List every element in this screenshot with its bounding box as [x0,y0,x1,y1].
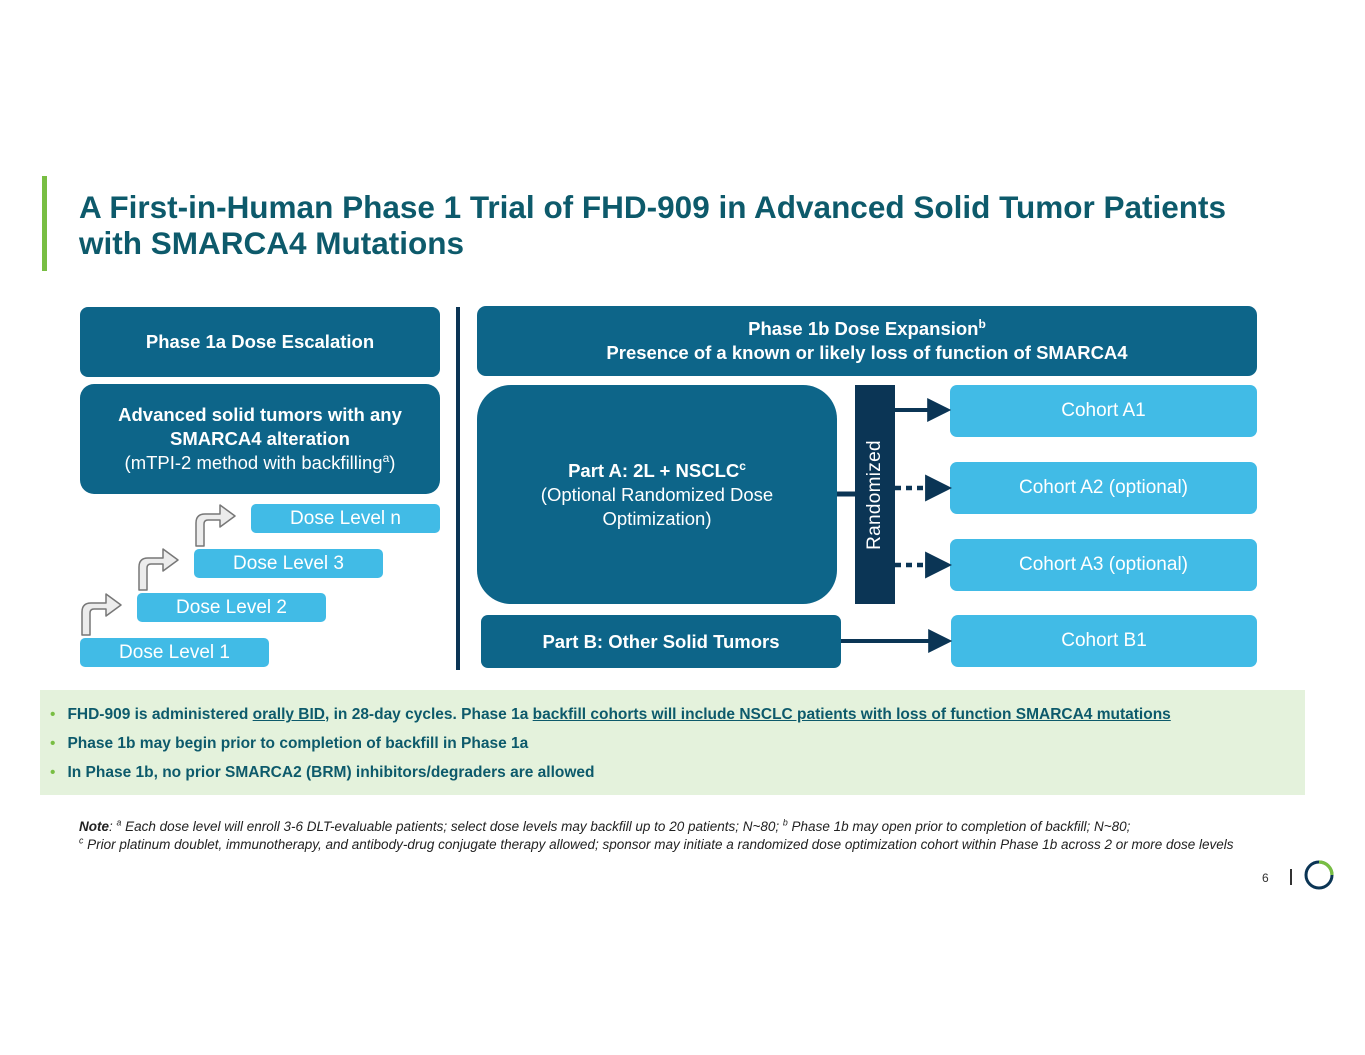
bullet-1-text-b: , in 28-day cycles. Phase 1a [325,706,533,723]
logo-ring-icon [1306,862,1332,888]
footnote-a-marker: a [382,450,390,465]
note-label: Note [79,819,109,834]
bullet-dot: • [50,764,56,781]
part-a-title-text: Part A: 2L + NSCLC [568,459,740,481]
bullet-dot: • [50,706,56,723]
bullet-3 [50,764,595,782]
bullet-1-underline-2: backfill cohorts will include NSCLC patients with loss of function SMARCA4 mutations [532,706,1171,723]
note-text-a: Each dose level will enroll 3-6 DLT-evaluable patients; select dose levels may backfill up to 20 patients; N~80; [121,819,783,834]
footnote: Note: $^a$ Each dose level will enroll 3-6 DLT-evaluable patients; select dose levels may backfill up to 20 patients; N~80; $^b$ Phase 1b may open prior to completion of backfill; N~80; $^c$ Prior platinum doublet, immunotherapy, and antibody-drug conjugate therapy allowed; sponsor may initiate a randomized dose optimization cohort within Phase 1b across 2 or more dose levels [79,817,1234,852]
bullet-dot: • [50,735,56,752]
cohort-b1-label: Cohort B1 [1061,630,1147,651]
population-line2: SMARCA4 alteration [170,428,350,449]
bullet-2-text: Phase 1b may begin prior to completion of backfill in Phase 1a [67,735,529,752]
note-sup-c: c [79,835,84,846]
population-close: ) [389,452,396,473]
part-a-sub2: Optimization) [602,507,712,529]
step-arrow-icon [139,549,178,590]
cohort-a1-label: Cohort A1 [1061,400,1146,421]
bullet-1-underline-1: orally BID [252,706,325,723]
slide-title: A First-in-Human Phase 1 Trial of FHD-909 in Advanced Solid Tumor Patients with SMARCA4 Mutations [79,189,1227,261]
bullet-2 [50,735,528,753]
bullet-1-text-a: FHD-909 is administered [67,706,253,723]
randomized-label: Randomized [864,439,886,550]
cohort-a3-label: Cohort A3 (optional) [1019,554,1188,575]
population-method: (mTPI-2 method with backfilling [124,452,383,473]
dose-level-3-label: Dose Level 3 [233,552,344,574]
step-arrow-icon [196,505,235,546]
footnote-b-marker: b [978,316,986,331]
footnote-c-marker: c [739,458,746,473]
note-sup-a: a [116,817,122,828]
dose-level-1-label: Dose Level 1 [119,641,230,663]
phase1b-header-line2: Presence of a known or likely loss of function of SMARCA4 [606,342,1128,363]
note-text-b: Phase 1b may open prior to completion of backfill; N~80; [787,819,1131,834]
dose-level-2-label: Dose Level 2 [176,596,287,618]
bullet-3-text: In Phase 1b, no prior SMARCA2 (BRM) inhibitors/degraders are allowed [67,764,595,781]
dose-level-n-label: Dose Level n [290,507,401,529]
phase1b-title: Phase 1b Dose Expansion [748,318,979,339]
part-a-sub1: (Optional Randomized Dose [540,483,774,505]
step-arrow-icon [82,594,121,635]
bullet-1 [50,706,1171,724]
phase1a-header-label: Phase 1a Dose Escalation [145,331,375,352]
note-text-c: Prior platinum doublet, immunotherapy, and antibody-drug conjugate therapy allowed; sponsor may initiate a randomized dose optimization cohort within Phase 1b across 2 or more dose levels [83,837,1234,852]
note-sup-b: b [782,817,788,828]
footer-separator [1290,869,1292,885]
population-line1: Advanced solid tumors with any [118,404,402,425]
part-b-label: Part B: Other Solid Tumors [542,630,780,652]
page-number: 6 [1262,871,1269,885]
cohort-a2-label: Cohort A2 (optional) [1019,477,1188,498]
